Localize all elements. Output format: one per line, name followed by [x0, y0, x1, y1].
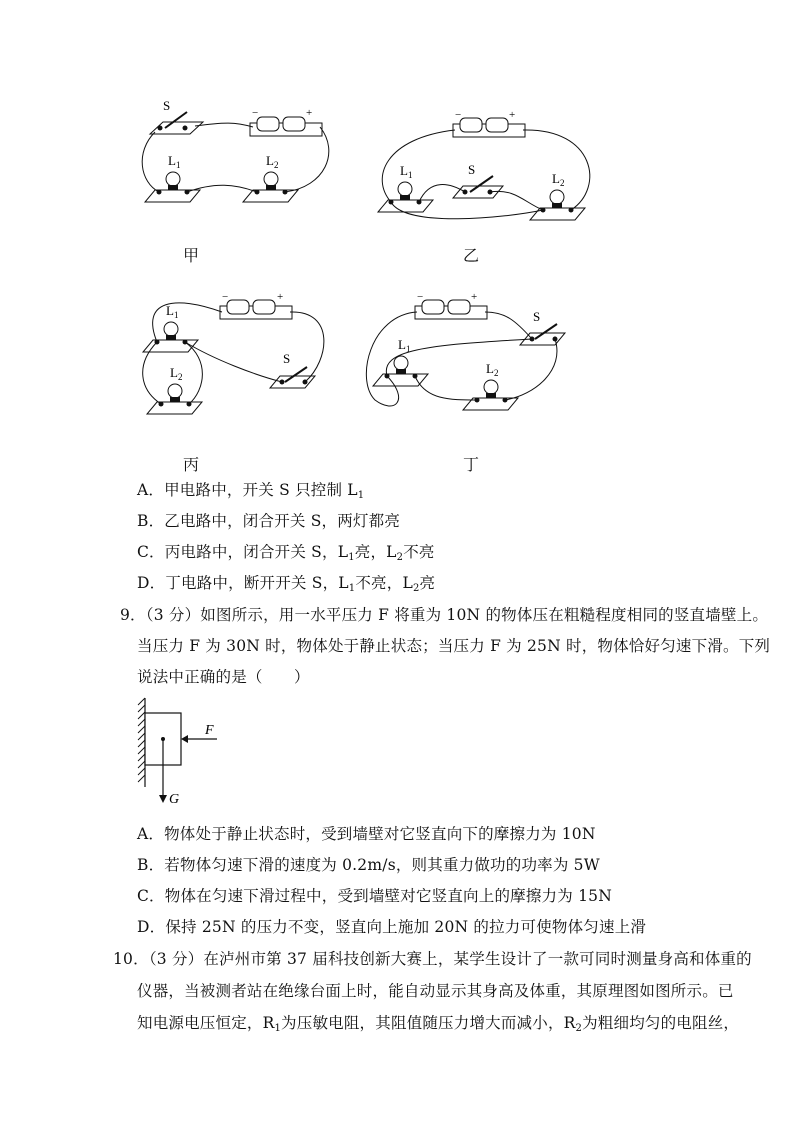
figure-label-yi: 乙 — [463, 246, 480, 265]
gravity-g-label: G — [169, 792, 180, 807]
lamp-2-sub: 2 — [178, 372, 183, 382]
lamp-1-label: L — [400, 163, 408, 178]
lamp-2-label: L — [552, 171, 560, 186]
q8-option-b: B．乙电路中，闭合开关 S，两灯都亮 — [137, 512, 401, 530]
lamp-1-sub: 1 — [174, 310, 179, 320]
q9-stem-line-3: 说法中正确的是（ ） — [137, 668, 310, 686]
switch-label: S — [283, 351, 291, 366]
battery-minus: − — [417, 291, 424, 303]
q10-stem-line-2: 仪器，当被测者站在绝缘台面上时，能自动显示其身高及体重，其原理图如图所示。已 — [137, 982, 734, 1000]
lamp-2-sub: 2 — [494, 368, 499, 378]
q10-stem-line-1: 10．（3 分）在泸州市第 37 届科技创新大赛上，某学生设计了一款可同时测量身高和体重的 — [113, 950, 752, 968]
battery-plus: + — [277, 291, 284, 303]
q8-option-d: D．丁电路中，断开开关 S，$L_1$不亮，$L_2$亮 — [137, 574, 436, 594]
figure-label-bing: 丙 — [183, 455, 200, 474]
q8-option-a: A．甲电路中，开关 S 只控制 $L_1$ — [137, 481, 365, 501]
q8-option-c: C．丙电路中，闭合开关 S，$L_1$亮，$L_2$不亮 — [137, 543, 435, 563]
figure-label-ding: 丁 — [463, 455, 480, 474]
q9-stem-line-2: 当压力 F 为 30N 时，物体处于静止状态；当压力 F 为 25N 时，物体恰好匀速下滑。下列 — [137, 637, 771, 655]
figure-label-jia: 甲 — [183, 246, 200, 265]
lamp-1-label: L — [168, 153, 176, 168]
circuit-figure-yi — [375, 108, 605, 228]
battery-plus: + — [306, 107, 313, 119]
switch-label: S — [468, 162, 476, 177]
circuit-figure-ding — [365, 290, 575, 420]
lamp-2-sub: 2 — [560, 178, 565, 188]
battery-minus: − — [455, 109, 462, 121]
lamp-1-label: L — [166, 303, 174, 318]
battery-minus: − — [222, 291, 229, 303]
lamp-2-label: L — [170, 365, 178, 380]
force-f-label: F — [205, 723, 214, 738]
circuit-figure-bing — [135, 290, 335, 420]
lamp-2-sub: 2 — [274, 160, 279, 170]
battery-plus: + — [509, 109, 516, 121]
lamp-1-sub: 1 — [176, 160, 181, 170]
switch-label: S — [163, 98, 171, 113]
lamp-2-label: L — [266, 153, 274, 168]
q9-stem-line-1: 9．（3 分）如图所示，用一水平压力 F 将重为 10N 的物体压在粗糙程度相同的竖直墙壁上。 — [120, 606, 769, 624]
battery-plus: + — [471, 291, 478, 303]
q9-option-b: B．若物体匀速下滑的速度为 0.2m/s，则其重力做功的功率为 5W — [137, 856, 600, 874]
q10-stem-line-3: 知电源电压恒定，$R_1$为压敏电阻，其阻值随压力增大而减小，$R_2$为粗细均匀的电阻丝， — [137, 1014, 740, 1034]
q9-option-c: C．物体在匀速下滑过程中，受到墙壁对它竖直向上的摩擦力为 15N — [137, 887, 612, 905]
switch-label: S — [533, 309, 541, 324]
battery-minus: − — [252, 107, 259, 119]
q9-option-d: D．保持 25N 的压力不变，竖直向上施加 20N 的拉力可使物体匀速上滑 — [137, 918, 647, 936]
force-diagram — [135, 695, 230, 810]
circuit-figure-jia — [135, 92, 340, 212]
q9-option-a: A．物体处于静止状态时，受到墙壁对它竖直向下的摩擦力为 10N — [137, 825, 596, 843]
lamp-2-label: L — [486, 361, 494, 376]
lamp-1-sub: 1 — [406, 344, 411, 354]
lamp-1-sub: 1 — [408, 170, 413, 180]
lamp-1-label: L — [398, 337, 406, 352]
